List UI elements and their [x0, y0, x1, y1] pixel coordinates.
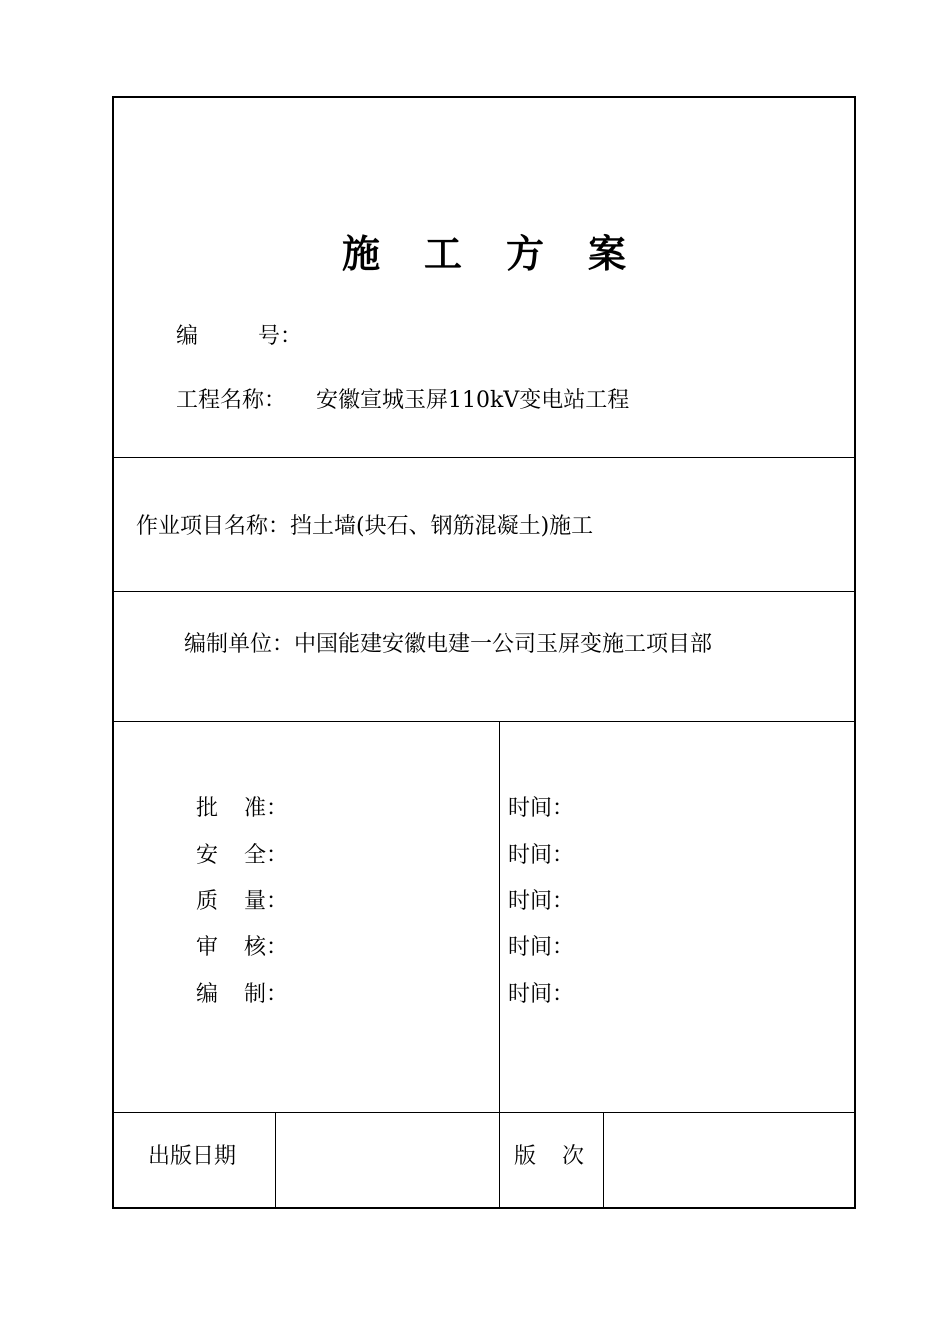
version-label: 版 次 [514, 1144, 585, 1169]
divider-header [114, 457, 854, 458]
footer-divider-1 [275, 1113, 276, 1207]
approval-role-3: 质 量： [196, 889, 289, 914]
work-item-value: 挡土墙(块石、钢筋混凝土)施工 [290, 514, 594, 539]
number-label [176, 324, 302, 350]
project-name-row [176, 388, 629, 414]
approval-time-5: 时间： [508, 982, 575, 1007]
project-name-value: 安徽宣城玉屏110kV变电站工程 [316, 388, 630, 413]
unit-row [184, 632, 712, 658]
work-item-label: 作业项目名称： [136, 514, 291, 539]
number-label-text: 编 号： [176, 324, 303, 349]
approval-time-4: 时间： [508, 935, 575, 960]
approval-time-3: 时间： [508, 889, 575, 914]
approvals-column-divider [499, 722, 500, 1113]
divider-unit [114, 721, 854, 722]
publish-date-label: 出版日期 [148, 1144, 237, 1169]
footer-divider-3 [603, 1113, 604, 1207]
approval-role-4: 审 核： [196, 935, 289, 960]
unit-label: 编制单位： [184, 632, 295, 657]
cover-sheet-frame [112, 96, 856, 1209]
approval-time-2: 时间： [508, 843, 575, 868]
unit-value: 中国能建安徽电建一公司玉屏变施工项目部 [294, 632, 713, 657]
approval-role-2: 安 全： [196, 843, 289, 868]
approval-role-5: 编 制： [196, 982, 289, 1007]
document-title: 施工方案 [341, 232, 670, 276]
project-name-label: 工程名称： [176, 388, 287, 413]
footer-divider-2 [499, 1113, 500, 1207]
work-item-row [136, 514, 593, 540]
divider-approvals [114, 1112, 854, 1113]
divider-work-item [114, 591, 854, 592]
approval-time-1: 时间： [508, 796, 575, 821]
approval-role-1: 批 准： [196, 796, 289, 821]
